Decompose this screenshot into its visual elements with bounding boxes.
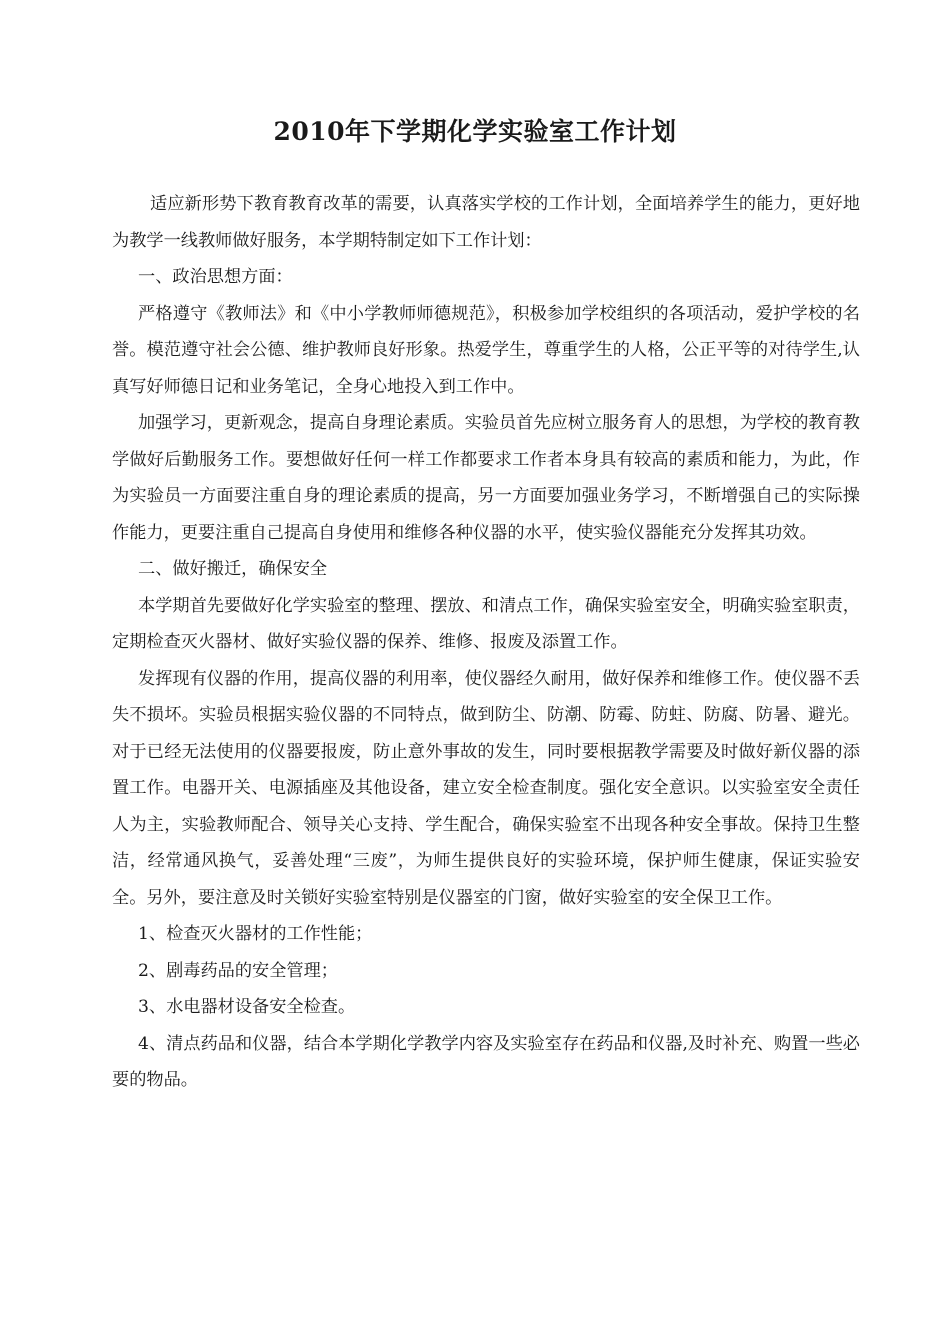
study-paragraph: 加强学习，更新观念，提高自身理论素质。实验员首先应树立服务育人的思想，为学校的教育教学做好后勤服务工作。要想做好任何一样工作都要求工作者本身具有较高的素质和能力，为此，作为实验员一方面要注重自身的理论素质的提高，另一方面要加强业务学习，不断增强自己的实际操作能力，更要注重自己提高自身使用和维修各种仪器的水平，使实验仪器能充分发挥其功效。 bbox=[112, 413, 860, 543]
document-title: 2010年下学期化学实验室工作计划 bbox=[273, 117, 677, 146]
section-heading-safety: 二、做好搬迁，确保安全 bbox=[138, 559, 328, 579]
intro-paragraph: 适应新形势下教育教育改革的需要，认真落实学校的工作计划，全面培养学生的能力，更好地为教学一线教师做好服务，本学期特制定如下工作计划： bbox=[112, 194, 860, 251]
instruments-paragraph: 发挥现有仪器的作用，提高仪器的利用率，使仪器经久耐用，做好保养和维修工作。使仪器不丢失不损坏。实验员根据实验仪器的不同特点，做到防尘、防潮、防霉、防蛀、防腐、防暑、避光。对于已经无法使用的仪器要报废，防止意外事故的发生，同时要根据教学需要及时做好新仪器的添置工作。电器开关、电源插座及其他设备，建立安全检查制度。强化安全意识。以实验室安全责任人为主，实验教师配合、领导关心支持、学生配合，确保实验室不出现各种安全事故。保持卫生整洁，经常通风换气，妥善处理“三废”，为师生提供良好的实验环境，保护师生健康，保证实验安全。另外，要注意及时关锁好实验室特别是仪器室的门窗，做好实验室的安全保卫工作。 bbox=[112, 668, 860, 908]
politics-paragraph: 严格遵守《教师法》和《中小学教师师德规范》，积极参加学校组织的各项活动，爱护学校的名誉。模范遵守社会公德、维护教师良好形象。热爱学生，尊重学生的人格，公正平等的对待学生,认真写好师德日记和业务笔记，全身心地投入到工作中。 bbox=[112, 303, 860, 397]
section-heading-politics: 一、政治思想方面： bbox=[138, 267, 293, 287]
list-item: 1、检查灭火器材的工作性能； bbox=[138, 924, 373, 944]
document-body bbox=[112, 186, 860, 1099]
list-item: 4、清点药品和仪器，结合本学期化学教学内容及实验室存在药品和仪器,及时补充、购置一些必要的物品。 bbox=[112, 1033, 860, 1090]
list-item: 3、水电器材设备安全检查。 bbox=[138, 997, 356, 1017]
list-item: 2、剧毒药品的安全管理； bbox=[138, 960, 338, 981]
safety-paragraph: 本学期首先要做好化学实验室的整理、摆放、和清点工作，确保实验室安全，明确实验室职责，定期检查灭火器材、做好实验仪器的保养、维修、报废及添置工作。 bbox=[112, 595, 860, 652]
